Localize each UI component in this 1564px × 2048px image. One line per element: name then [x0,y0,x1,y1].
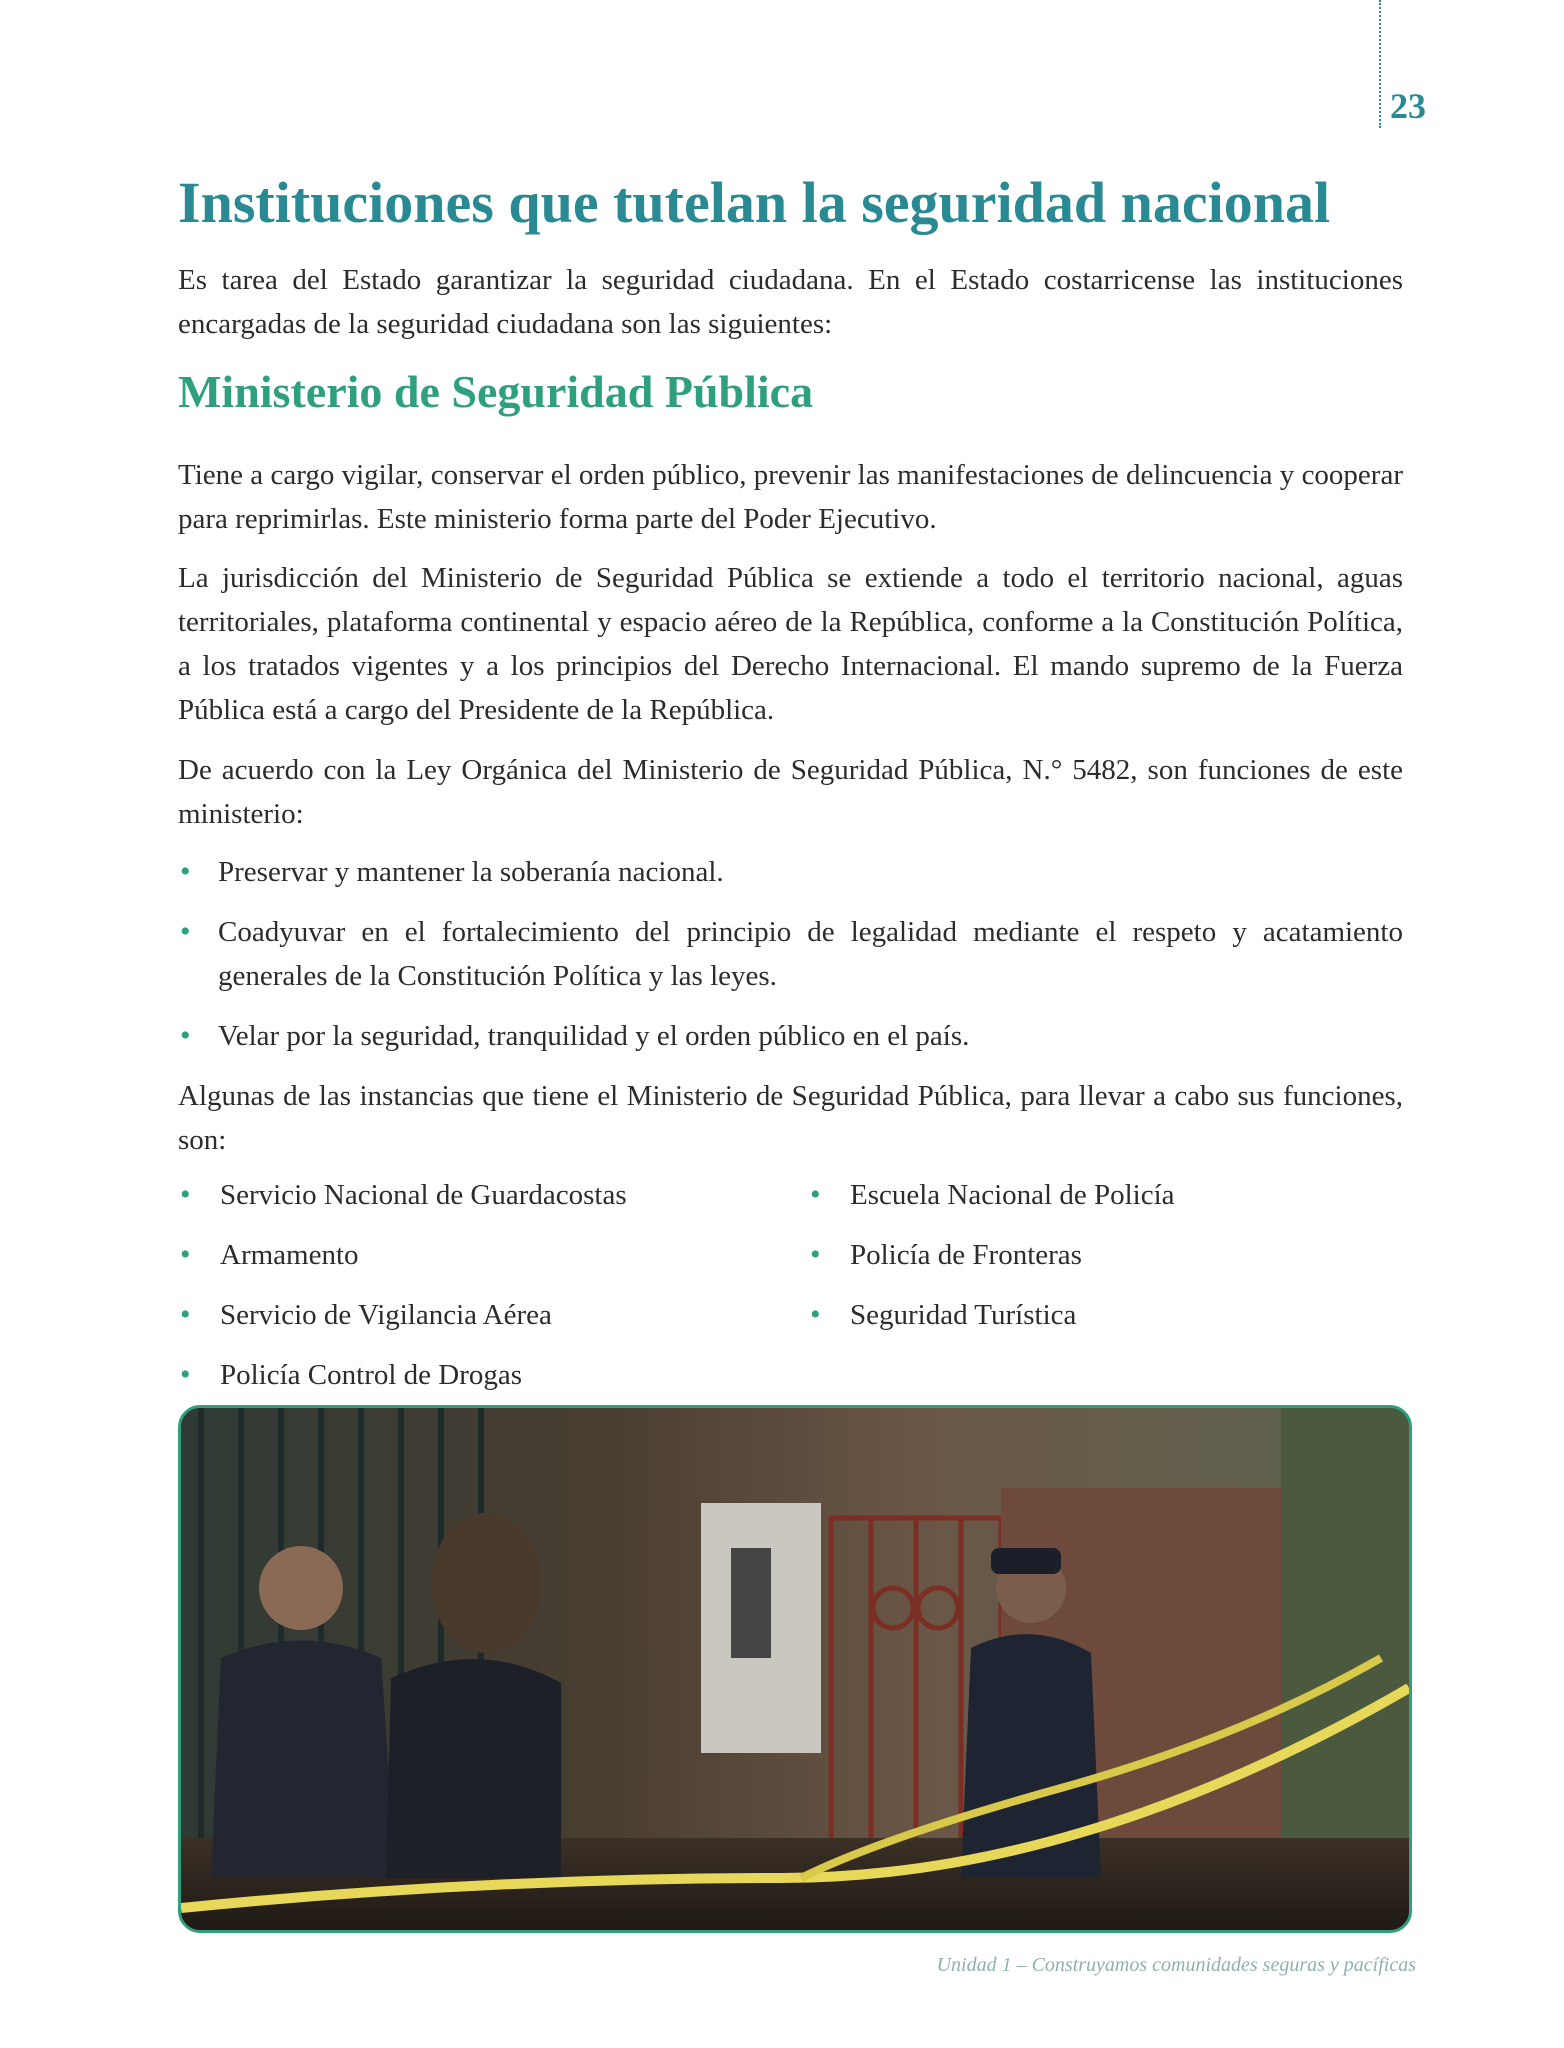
list-item: • Servicio de Vigilancia Aérea [178,1293,778,1353]
bullet-icon: • [180,1358,191,1391]
paragraph-jurisdiction: La jurisdicción del Ministerio de Seguridad Pública se extiende a todo el territorio nacional, aguas territoriales, plataforma continental y espacio aéreo de la República, conforme a la Constitución Política, a los tratados vigentes y a los principios del Derecho Internacional. El mando supremo de la Fuerza Pública está a cargo del Presidente de la República. [178,562,1403,726]
list-item: • Policía de Fronteras [808,1233,1368,1293]
list-item: • Policía Control de Drogas [178,1353,778,1413]
bullet-icon: • [180,1019,191,1052]
bullet-icon: • [180,1238,191,1271]
footer-unit-title: Unidad 1 – Construyamos comunidades seguras y pacíficas [936,1954,1416,1976]
list-item: • Seguridad Turística [808,1293,1368,1353]
page-title: Instituciones que tutelan la seguridad nacional [178,170,1331,235]
list-item: • Coadyuvar en el fortalecimiento del principio de legalidad mediante el respeto y acatamiento generales de la Constitución Política y las leyes. [178,910,1403,998]
page-number: 23 [1390,86,1426,126]
list-item: • Armamento [178,1233,778,1293]
bullet-icon: • [810,1178,821,1211]
bullet-icon: • [810,1298,821,1331]
page-number-rule [1379,0,1381,128]
instances-list-right [808,1173,1368,1353]
bullet-icon: • [180,1178,191,1211]
paragraph-instances-intro: Algunas de las instancias que tiene el Ministerio de Seguridad Pública, para llevar a cabo sus funciones, son: [178,1080,1403,1156]
bullet-icon: • [180,1298,191,1331]
functions-list [178,850,1403,1074]
paragraph-duties: Tiene a cargo vigilar, conservar el orden público, prevenir las manifestaciones de delincuencia y cooperar para reprimirlas. Este ministerio forma parte del Poder Ejecutivo. [178,459,1403,535]
police-scene-photo [178,1405,1412,1933]
paragraph-functions-intro: De acuerdo con la Ley Orgánica del Ministerio de Seguridad Pública, N.° 5482, son funciones de este ministerio: [178,754,1403,830]
section-subtitle: Ministerio de Seguridad Pública [178,366,814,417]
intro-paragraph: Es tarea del Estado garantizar la seguridad ciudadana. En el Estado costarricense las instituciones encargadas de la seguridad ciudadana son las siguientes: [178,264,1403,340]
bullet-icon: • [180,915,191,948]
list-item: • Velar por la seguridad, tranquilidad y el orden público en el país. [178,1014,1403,1058]
bullet-icon: • [180,855,191,888]
list-item: • Servicio Nacional de Guardacostas [178,1173,778,1233]
police-scene-illustration [181,1408,1409,1930]
bullet-icon: • [810,1238,821,1271]
list-item: • Preservar y mantener la soberanía nacional. [178,850,1403,894]
instances-list-left [178,1173,778,1413]
list-item: • Escuela Nacional de Policía [808,1173,1368,1233]
